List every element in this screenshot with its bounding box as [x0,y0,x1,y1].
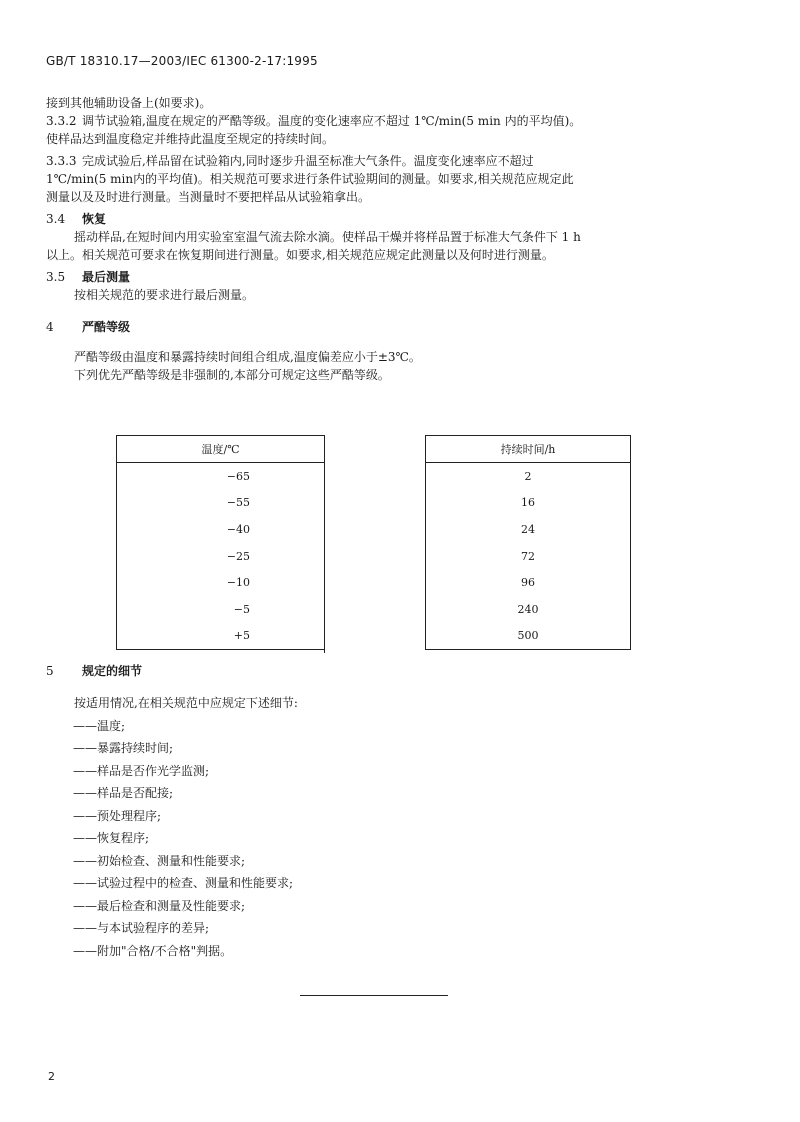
document-header: GB/T 18310.17—2003/IEC 61300-2-17:1995 [46,54,318,68]
temperature-cell: −5 [233,602,250,616]
list-item: ——恢复程序; [73,831,150,845]
sec-4-line2: 下列优先严酷等级是非强制的,本部分可规定这些严酷等级。 [74,368,390,382]
list-item: ——暴露持续时间; [73,741,174,755]
sec-3-3-2-line1: 调节试验箱,温度在规定的严酷等级。温度的变化速率应不超过 1℃/min(5 min 内的平均值)。 [82,114,582,128]
duration-cell: 16 [521,496,535,510]
end-of-document-line [300,995,448,996]
sec-3-4-line1: 摇动样品,在短时间内用实验室室温气流去除水滴。使样品干燥并将样品置于标准大气条件下 1 h [74,230,581,244]
list-item: ——附加"合格/不合格"判据。 [73,943,233,958]
list-item: ——初始检查、测量和性能要求; [73,853,246,868]
duration-table [425,435,631,650]
sec-3-3-3-line1: 完成试验后,样品留在试验箱内,同时逐步升温至标准大气条件。温度变化速率应不超过 [82,154,534,168]
table-border-line [324,435,325,653]
list-item: ——样品是否作光学监测; [73,763,210,778]
sec-4-line1: 严酷等级由温度和暴露持续时间组合组成,温度偏差应小于±3℃。 [74,350,421,364]
list-item: ——预处理程序; [73,808,162,823]
list-item: ——最后检查和测量及性能要求; [73,898,246,913]
details-list [46,715,716,963]
sec-3-4-title: 恢复 [82,212,107,226]
duration-cell: 72 [521,549,535,563]
duration-cell: 2 [524,469,532,483]
sec-3-3-3-number: 3.3.3 [46,154,77,168]
page-number: 2 [48,1070,55,1083]
sec-3-5-line1: 按相关规范的要求进行最后测量。 [74,288,255,302]
list-item: ——样品是否配接; [73,786,174,800]
duration-cell: 240 [517,602,539,616]
duration-cell: 500 [517,629,539,643]
sec-3-3-3-line3: 测量以及及时进行测量。当测量时不要把样品从试验箱拿出。 [46,190,371,204]
temperature-header: 温度/℃ [117,436,325,463]
temperature-cell: −55 [226,496,250,510]
section-5 [46,662,716,962]
sec-3-3-3-line2: 1℃/min(5 min内的平均值)。相关规范可要求进行条件试验期间的测量。如要求,相关规范应规定此 [46,172,574,186]
sec-5-intro: 按适用情况,在相关规范中应规定下述细节: [74,696,298,710]
duration-header: 持续时间/h [426,436,631,463]
temperature-cell: −65 [226,469,250,483]
duration-cell: 96 [521,576,535,590]
sec-3-5-number: 3.5 [46,270,66,284]
duration-cell: 24 [521,522,535,536]
sec-3-3-1-continuation: 接到其他辅助设备上(如要求)。 [46,96,212,110]
temperature-cell: −40 [226,522,250,536]
sec-3-3-2-line2: 使样品达到温度稳定并维持此温度至规定的持续时间。 [46,132,335,146]
sec-4-number: 4 [46,320,54,334]
sec-3-4-line2: 以上。相关规范可要求在恢复期间进行测量。如要求,相关规范应规定此测量以及何时进行测量。 [46,248,554,262]
section-3 [46,94,716,384]
temperature-cell: +5 [233,629,250,643]
temperature-cell: −25 [226,549,250,563]
sec-3-5-title: 最后测量 [82,270,131,284]
list-item: ——与本试验程序的差异; [73,921,210,935]
sec-5-title: 规定的细节 [82,664,143,678]
temperature-cell: −10 [226,576,250,590]
list-item: ——试验过程中的检查、测量和性能要求; [73,876,294,890]
sec-5-number: 5 [46,664,54,678]
sec-3-3-2-number: 3.3.2 [46,114,77,128]
sec-4-title: 严酷等级 [82,320,131,334]
sec-3-4-number: 3.4 [46,212,66,226]
list-item: ——温度; [73,718,126,733]
temperature-table [116,435,324,650]
